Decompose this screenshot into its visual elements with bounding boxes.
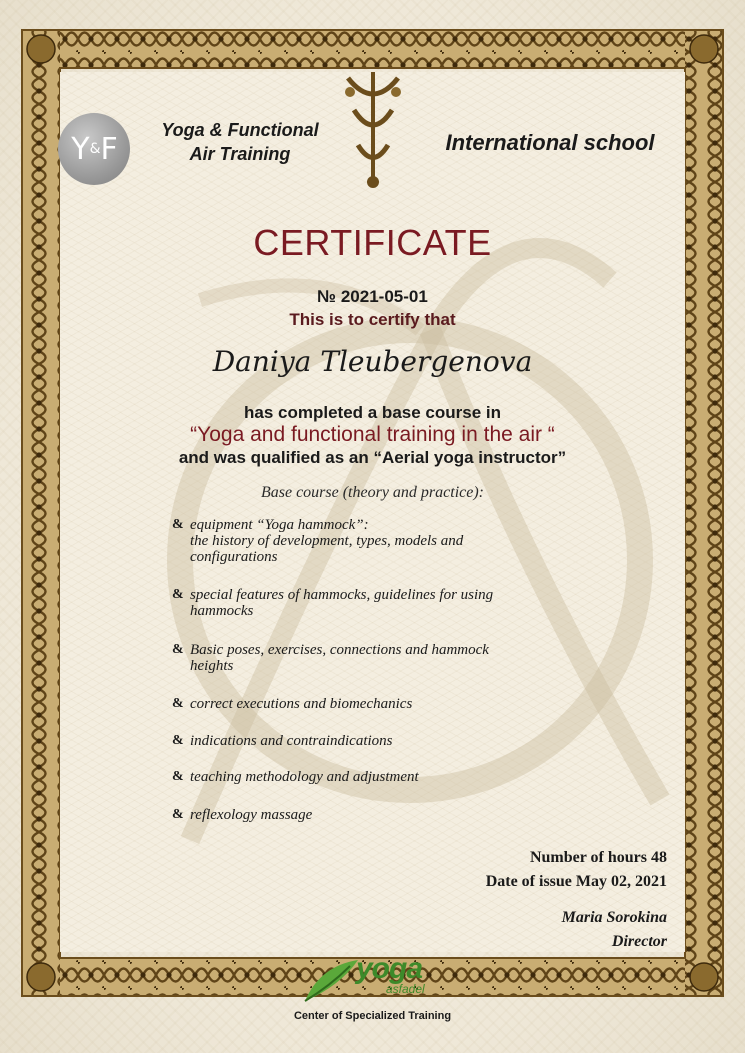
bullet-icon: &	[172, 733, 184, 748]
bullet-icon: &	[172, 769, 184, 784]
school-name	[140, 118, 340, 166]
issue-date: Date of issue May 02, 2021	[485, 873, 667, 890]
list-item-text: equipment “Yoga hammock”: the history of development, types, models and configurations	[190, 517, 464, 565]
list-item	[172, 517, 572, 565]
hours-count: Number of hours 48	[529, 849, 667, 866]
logo-letter-y: Y	[71, 131, 89, 167]
list-item	[172, 587, 572, 619]
list-item	[172, 807, 572, 823]
completed-line: has completed a base course in	[244, 403, 501, 422]
list-item-text: teaching methodology and adjustment	[190, 769, 419, 785]
top-center-ornament	[340, 70, 406, 190]
signer-name: Maria Sorokina	[561, 909, 667, 926]
bullet-icon: &	[172, 587, 184, 602]
bullet-icon: &	[172, 807, 184, 822]
qualification-line: and was qualified as an “Aerial yoga instructor”	[178, 448, 567, 467]
footer-logo-subtext: asfadel	[386, 982, 425, 996]
list-item-text: indications and contraindications	[190, 733, 393, 749]
leaf-icon	[300, 956, 360, 1006]
certificate-number: № 2021-05-01	[317, 287, 428, 306]
brand-logo	[58, 113, 130, 185]
list-item-text: special features of hammocks, guidelines for using hammocks	[190, 587, 494, 619]
bullet-icon: &	[172, 696, 184, 711]
list-item-text: correct executions and biomechanics	[190, 696, 413, 712]
list-item	[172, 733, 572, 749]
list-item	[172, 769, 572, 785]
footer-logo-text: yoga	[356, 952, 423, 985]
bullet-icon: &	[172, 517, 184, 532]
school-name-line1: Yoga & Functional	[161, 120, 319, 140]
certificate-title: CERTIFICATE	[253, 222, 492, 263]
certify-line: This is to certify that	[289, 310, 456, 329]
international-school-label: International school	[445, 130, 655, 155]
logo-letter-f: F	[100, 131, 117, 167]
course-name: “Yoga and functional training in the air “	[190, 423, 555, 446]
recipient-name: Daniya Tleubergenova	[212, 345, 533, 378]
bullet-icon: &	[172, 642, 184, 657]
school-name-line2: Air Training	[189, 144, 291, 164]
footer-caption: Center of Specialized Training	[293, 1010, 452, 1022]
base-course-heading: Base course (theory and practice):	[260, 484, 485, 501]
list-item	[172, 642, 572, 674]
logo-ampersand: &	[89, 141, 100, 157]
list-item	[172, 696, 572, 712]
signer-role: Director	[611, 933, 667, 950]
footer-logo	[300, 952, 450, 1010]
list-item-text: Basic poses, exercises, connections and hammock heights	[190, 642, 489, 674]
list-item-text: reflexology massage	[190, 807, 313, 823]
